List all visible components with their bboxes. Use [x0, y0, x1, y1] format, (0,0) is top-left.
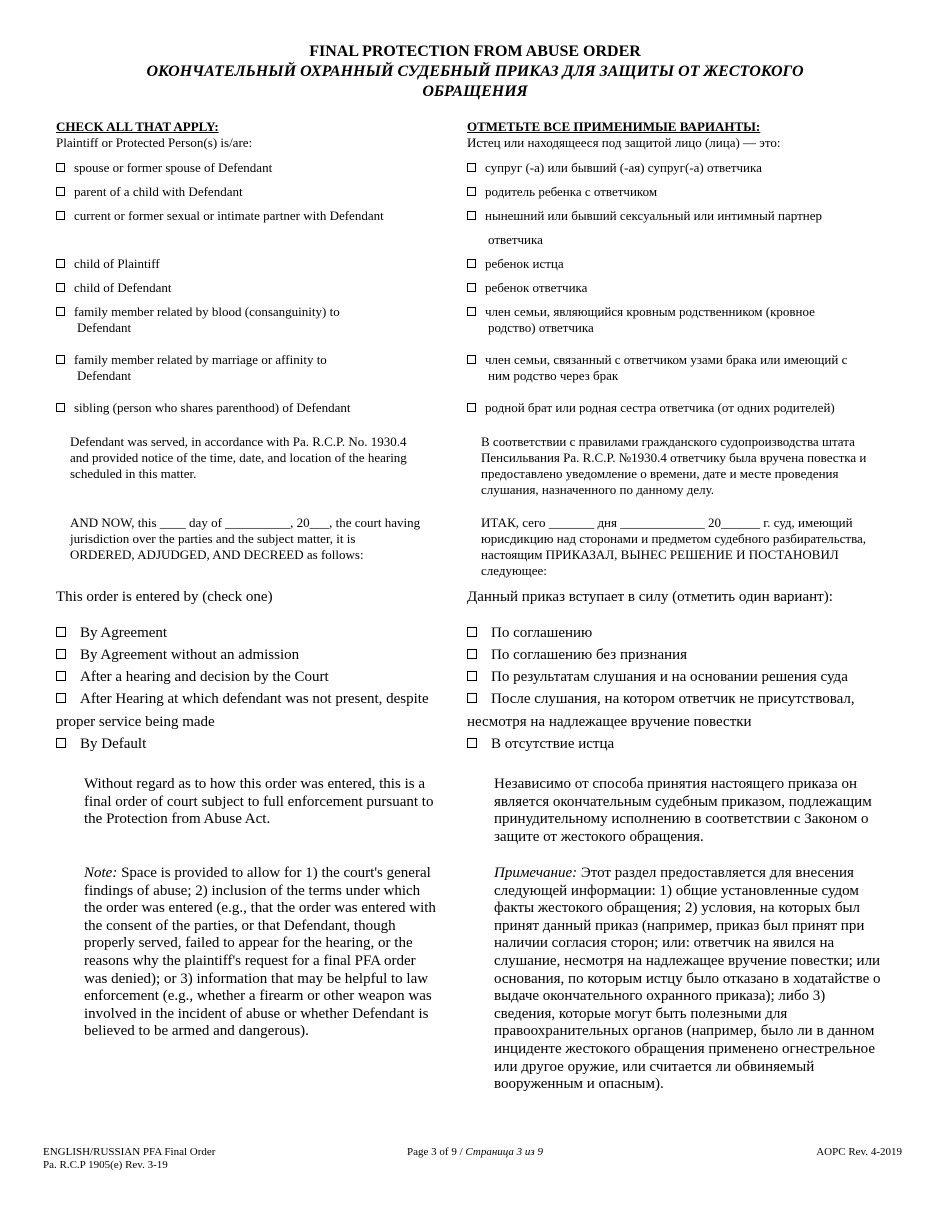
- relationship-option[interactable]: parent of a child with Defendant: [56, 184, 243, 200]
- check-all-intro: Plaintiff or Protected Person(s) is/are:: [56, 135, 253, 150]
- relationship-option-ru[interactable]: родитель ребенка с ответчиком: [467, 184, 657, 200]
- footer-page-number: Page 3 of 9 / Страница 3 из 9: [407, 1146, 543, 1158]
- final-order-paragraph-ru: Независимо от способа принятия настоящего приказа он является окончательным судебным приказом, подлежащим принудительному исполнению в соответствии с Законом о защите от жестокого обращения.: [494, 776, 872, 845]
- checkbox[interactable]: [56, 627, 66, 637]
- checkbox[interactable]: [56, 693, 66, 703]
- entered-by-intro-ru: Данный приказ вступает в силу (отметить один вариант):: [467, 589, 833, 605]
- served-paragraph: Defendant was served, in accordance with Pa. R.C.P. No. 1930.4 and provided notice of the time, date, and location of the hearing scheduled in this matter.: [70, 434, 407, 481]
- checkbox[interactable]: [467, 283, 476, 292]
- check-all-intro-ru: Истец или находящееся под защитой лицо (лица) — это:: [467, 135, 781, 150]
- checkbox[interactable]: [56, 307, 65, 316]
- checkbox[interactable]: [56, 259, 65, 268]
- checkbox[interactable]: [56, 649, 66, 659]
- relationship-option-ru[interactable]: родной брат или родная сестра ответчика (от одних родителей): [467, 400, 835, 416]
- checkbox[interactable]: [56, 403, 65, 412]
- and-now-paragraph-ru: ИТАК, сего _______ дня _____________ 20______ г. суд, имеющий юрисдикцию над сторонами и предметом судебного разбирательства, настоящим ПРИКАЗАЛ, ВЫНЕС РЕШЕНИЕ И ПОСТАНОВИЛ следующее:: [481, 515, 867, 578]
- entered-option[interactable]: By Agreement: [56, 624, 167, 642]
- footer-revision: AOPC Rev. 4-2019: [816, 1146, 902, 1158]
- entered-option-ru[interactable]: По соглашению: [467, 624, 592, 642]
- relationship-option-ru[interactable]: член семьи, связанный с ответчиком узами брака или имеющий с: [467, 352, 847, 368]
- relationship-option-cont: Defendant: [77, 368, 132, 383]
- relationship-option[interactable]: spouse or former spouse of Defendant: [56, 160, 272, 176]
- checkbox[interactable]: [467, 671, 477, 681]
- entered-option-ru[interactable]: После слушания, на котором ответчик не присутствовал,: [467, 690, 855, 708]
- relationship-option-cont: Defendant: [77, 320, 132, 335]
- entered-option-ru[interactable]: По результатам слушания и на основании решения суда: [467, 668, 848, 686]
- checkbox[interactable]: [467, 163, 476, 172]
- relationship-option-ru[interactable]: ребенок ответчика: [467, 280, 587, 296]
- entered-by-intro: This order is entered by (check one): [56, 589, 273, 605]
- checkbox[interactable]: [467, 738, 477, 748]
- page-title-ru: ОКОНЧАТЕЛЬНЫЙ ОХРАННЫЙ СУДЕБНЫЙ ПРИКАЗ ДЛЯ ЗАЩИТЫ ОТ ЖЕСТОКОГО: [146, 63, 804, 80]
- note-paragraph: Note: Space is provided to allow for 1) the court's general findings of abuse; 2) inclusion of the terms under which the order was entered (e.g., that the order was entered with the consent of the parties, or that Defendant, though properly served, failed to appear for the hearing, or the reasons why the plaintiff's request for a final PFA order was denied); or 3) information that may be helpful to law enforcement (e.g., whether a firearm or other weapon was involved in the incident of abuse or whether Defendant is believed to be armed and dangerous).: [84, 865, 436, 1040]
- entered-option[interactable]: After Hearing at which defendant was not present, despite: [56, 690, 429, 708]
- note-paragraph-ru: Примечание: Этот раздел предоставляется для внесения следующей информации: 1) общие установленные судом факты жестокого обращения; 2) условия, на которых был принят данный приказ (например, приказ был принят при наличии согласия сторон; или: ответчик на явился на слушание, несмотря на надлежащее вручение повестки; или основания, по которым истцу было отказано в ходатайстве о выдаче окончательного охранного приказа); либо 3) сведения, которые могут быть полезными для правоохранительных органов (например, было ли в данном инциденте жестокого обращения применено огнестрельное или другое оружие, или считается ли обвиняемый вооруженным и опасным).: [494, 865, 881, 1093]
- checkbox[interactable]: [467, 307, 476, 316]
- final-order-paragraph: Without regard as to how this order was entered, this is a final order of court subject to full enforcement pursuant to the Protection from Abuse Act.: [84, 776, 434, 828]
- checkbox[interactable]: [467, 403, 476, 412]
- relationship-option[interactable]: sibling (person who shares parenthood) of Defendant: [56, 400, 351, 416]
- relationship-option-ru[interactable]: член семьи, являющийся кровным родственником (кровное: [467, 304, 815, 320]
- checkbox[interactable]: [56, 163, 65, 172]
- relationship-option[interactable]: family member related by marriage or affinity to: [56, 352, 327, 368]
- entered-option-ru[interactable]: По соглашению без признания: [467, 646, 687, 664]
- relationship-option-ru-cont: ответчика: [488, 232, 543, 247]
- relationship-option[interactable]: child of Defendant: [56, 280, 171, 296]
- checkbox[interactable]: [56, 283, 65, 292]
- relationship-option-ru[interactable]: нынешний или бывший сексуальный или интимный партнер: [467, 208, 822, 224]
- entered-option-cont: proper service being made: [56, 714, 215, 730]
- page-title: FINAL PROTECTION FROM ABUSE ORDER: [309, 43, 641, 60]
- note-label-ru: Примечание:: [494, 865, 578, 881]
- checkbox[interactable]: [467, 627, 477, 637]
- check-all-header-ru: ОТМЕТЬТЕ ВСЕ ПРИМЕНИМЫЕ ВАРИАНТЫ:: [467, 119, 761, 134]
- footer-form-name: ENGLISH/RUSSIAN PFA Final Order Pa. R.C.P 1905(e) Rev. 3-19: [43, 1146, 216, 1171]
- checkbox[interactable]: [56, 187, 65, 196]
- relationship-option[interactable]: child of Plaintiff: [56, 256, 160, 272]
- entered-option-ru-cont: несмотря на надлежащее вручение повестки: [467, 714, 752, 730]
- relationship-option-ru-cont: ним родство через брак: [488, 368, 619, 383]
- checkbox[interactable]: [467, 355, 476, 364]
- relationship-option-ru-cont: родство) ответчика: [488, 320, 594, 335]
- checkbox[interactable]: [467, 259, 476, 268]
- check-all-header: CHECK ALL THAT APPLY:: [56, 119, 219, 134]
- checkbox[interactable]: [56, 738, 66, 748]
- relationship-option-ru[interactable]: супруг (-а) или бывший (-ая) супруг(-а) ответчика: [467, 160, 762, 176]
- note-label: Note:: [84, 865, 118, 881]
- relationship-option[interactable]: family member related by blood (consanguinity) to: [56, 304, 340, 320]
- entered-option[interactable]: By Agreement without an admission: [56, 646, 299, 664]
- relationship-option-ru[interactable]: ребенок истца: [467, 256, 564, 272]
- checkbox[interactable]: [56, 355, 65, 364]
- entered-option-ru[interactable]: В отсутствие истца: [467, 735, 614, 753]
- entered-option[interactable]: After a hearing and decision by the Court: [56, 668, 329, 686]
- and-now-paragraph: AND NOW, this ____ day of __________, 20___, the court having jurisdiction over the parties and the subject matter, it is ORDERED, ADJUDGED, AND DECREED as follows:: [70, 515, 421, 562]
- checkbox[interactable]: [56, 211, 65, 220]
- relationship-option[interactable]: current or former sexual or intimate partner with Defendant: [56, 208, 384, 224]
- checkbox[interactable]: [467, 693, 477, 703]
- checkbox[interactable]: [56, 671, 66, 681]
- checkbox[interactable]: [467, 187, 476, 196]
- checkbox[interactable]: [467, 649, 477, 659]
- entered-option[interactable]: By Default: [56, 735, 146, 753]
- page-title-ru-line2: ОБРАЩЕНИЯ: [422, 83, 528, 100]
- served-paragraph-ru: В соответствии с правилами гражданского судопроизводства штата Пенсильвания Pa. R.C.P. №1930.4 ответчику была вручена повестка и предоставлено уведомление о времени, дате и месте проведения слушания, назначенного по данному делу.: [481, 434, 867, 497]
- checkbox[interactable]: [467, 211, 476, 220]
